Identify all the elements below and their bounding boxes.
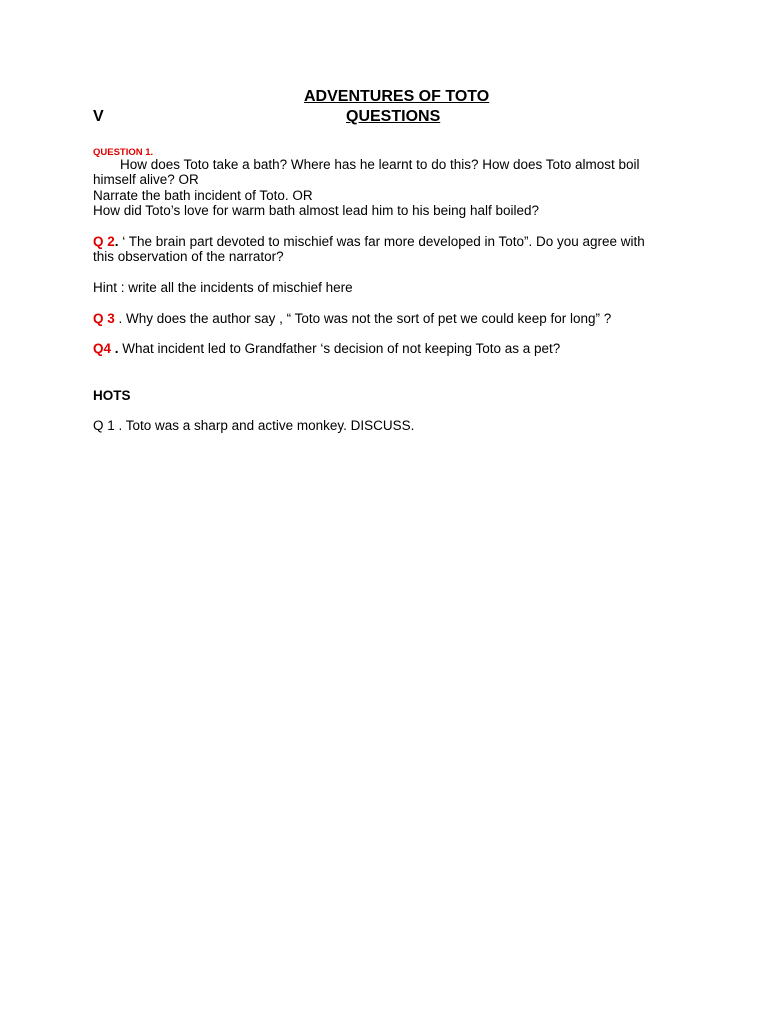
- question-3-label: Q 3: [93, 311, 115, 326]
- question-2-dot: .: [114, 234, 119, 249]
- question-2-line-2: this observation of the narrator?: [93, 249, 284, 264]
- question-1-line-3: Narrate the bath incident of Toto. OR: [93, 188, 313, 203]
- question-2-line-1: [93, 234, 645, 250]
- question-1-label: QUESTION 1.: [93, 147, 154, 158]
- question-2-label: Q 2: [93, 234, 115, 249]
- question-2-text-1: ‘ The brain part devoted to mischief was far more developed in Toto”. Do you agree with: [118, 234, 645, 249]
- question-4-label: Q4: [93, 341, 112, 356]
- document-subtitle: QUESTIONS: [346, 108, 441, 125]
- question-1-line-2: himself alive? OR: [93, 172, 199, 187]
- question-4-dot: .: [111, 341, 119, 356]
- document-title: ADVENTURES OF TOTO: [304, 88, 490, 105]
- question-1-line-4: How did Toto’s love for warm bath almost lead him to his being half boiled?: [93, 203, 539, 218]
- question-2-hint: Hint : write all the incidents of mischief here: [93, 280, 353, 295]
- section-mark: V: [93, 108, 104, 125]
- hots-question-1: Q 1 . Toto was a sharp and active monkey. DISCUSS.: [93, 418, 415, 433]
- hots-heading: HOTS: [93, 388, 131, 403]
- question-4-line: [93, 341, 560, 357]
- question-1-line-1: How does Toto take a bath? Where has he learnt to do this? How does Toto almost boil: [120, 157, 640, 172]
- question-4-text: What incident led to Grandfather ‘s decision of not keeping Toto as a pet?: [118, 341, 561, 356]
- question-3-line: [93, 311, 611, 327]
- question-3-text: . Why does the author say , “ Toto was not the sort of pet we could keep for long” ?: [114, 311, 612, 326]
